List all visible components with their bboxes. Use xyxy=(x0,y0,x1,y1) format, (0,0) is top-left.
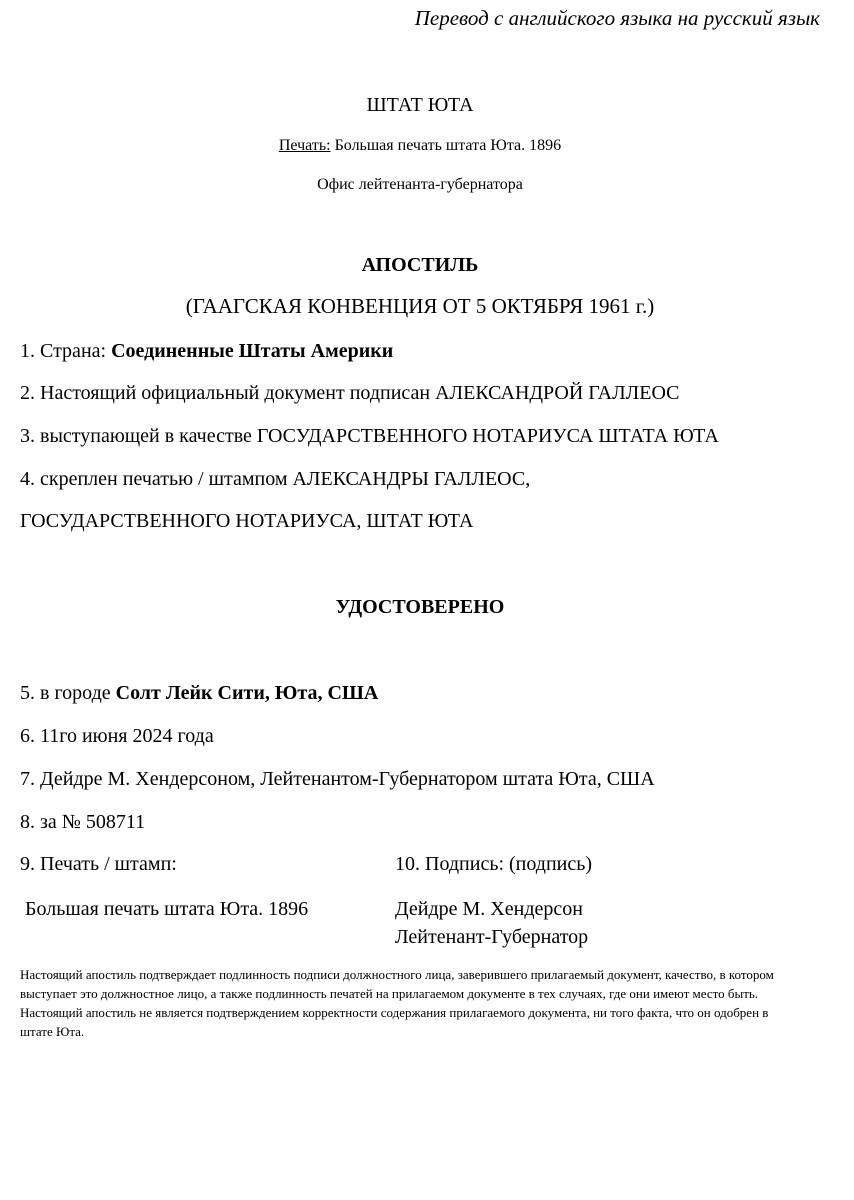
item-signed-by: 2. Настоящий официальный документ подписан АЛЕКСАНДРОЙ ГАЛЛЕОС xyxy=(20,382,680,404)
item-date: 6. 11го июня 2024 года xyxy=(20,725,214,747)
convention-line: (ГААГСКАЯ КОНВЕНЦИЯ ОТ 5 ОКТЯБРЯ 1961 г.) xyxy=(185,294,655,318)
seal-label: Печать: xyxy=(278,137,331,154)
item-sealed-line1: 4. скреплен печатью / штампом АЛЕКСАНДРЫ ГАЛЛЕОС, xyxy=(20,468,531,490)
office-line: Офис лейтенанта-губернатора xyxy=(317,176,523,193)
signer-title: Лейтенант-Губернатор xyxy=(395,926,589,948)
item-seal-stamp-label: 9. Печать / штамп: xyxy=(20,853,177,875)
seal-line xyxy=(0,137,840,155)
item-country xyxy=(20,340,393,363)
item-signature-label: 10. Подпись: (подпись) xyxy=(395,853,593,875)
country-value: Соединенные Штаты Америки xyxy=(111,340,394,362)
footnote: Настоящий апостиль подтверждает подлинность подписи должностного лица, заверившего прилагаемый документ, качество, в котором выступает это должностное лицо, а также подлинность печатей на прилагаемом документе в тех случаях, где они имеют место быть. Настоящий апостиль не является подтверждением корректности содержания прилагаемого документа, ни того факта, что он одобрен в штате Юта. xyxy=(20,967,774,1039)
item-by: 7. Дейдре М. Хендерсоном, Лейтенантом-Губернатором штата Юта, США xyxy=(20,768,655,790)
translation-note: Перевод с английского языка на русский язык xyxy=(414,6,820,30)
country-prefix: 1. Страна: xyxy=(20,340,112,362)
seal-stamp-value: Большая печать штата Юта. 1896 xyxy=(25,898,309,920)
apostille-title: АПОСТИЛЬ xyxy=(361,254,479,276)
item-acting-as: 3. выступающей в качестве ГОСУДАРСТВЕННОГО НОТАРИУСА ШТАТА ЮТА xyxy=(20,425,719,447)
city-value: Солт Лейк Сити, Юта, США xyxy=(115,682,379,704)
signer-name: Дейдре М. Хендерсон xyxy=(395,898,583,920)
seal-text: Большая печать штата Юта. 1896 xyxy=(330,137,562,154)
item-sealed-line2: ГОСУДАРСТВЕННОГО НОТАРИУСА, ШТАТ ЮТА xyxy=(20,510,474,532)
item-number: 8. за № 508711 xyxy=(20,811,146,833)
item-city xyxy=(20,682,378,705)
city-prefix: 5. в городе xyxy=(20,682,116,704)
confirmed-title: УДОСТОВЕРЕНО xyxy=(335,596,505,618)
state-heading: ШТАТ ЮТА xyxy=(366,94,474,116)
